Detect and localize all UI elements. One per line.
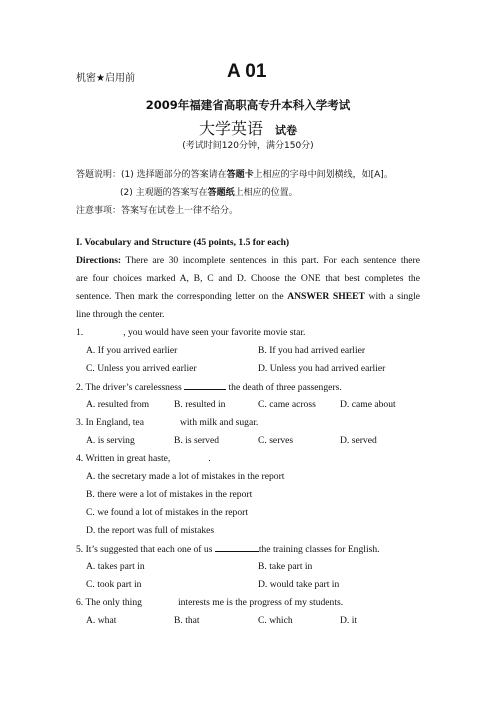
option-d: D. came about [340, 399, 396, 410]
question-text-pre: The only thing [85, 597, 142, 608]
notice-line: 注意事项：答案写在试卷上一律不给分。 [76, 206, 239, 216]
question-number: 3. [76, 417, 84, 428]
question-number: 6. [76, 597, 84, 608]
option-a: A. the secretary made a lot of mistakes in the report [86, 471, 285, 482]
paper-label: 试卷 [275, 124, 297, 137]
option-a: A. is serving [86, 435, 135, 446]
directions-line-4: line through the center. [76, 309, 165, 320]
directions-line-1 [76, 254, 420, 267]
exam-title: 2009年福建省高职高专升本科入学考试 [145, 98, 351, 112]
instruction-line-2 [120, 185, 298, 198]
paper-code: A 01 [227, 61, 267, 82]
question-number: 1. [76, 327, 84, 338]
option-c: C. came across [258, 399, 316, 410]
option-d: D. the report was full of mistakes [86, 525, 215, 536]
directions-label: Directions: [76, 255, 122, 266]
time-info: (考试时间120分钟，满分150分) [182, 141, 314, 151]
question-5 [76, 542, 380, 556]
option-c: C. we found a lot of mistakes in the report [86, 507, 248, 518]
directions-text-1: There are 30 incomplete sentences in this part. For each sentence there [125, 255, 420, 266]
instruction-1-text: 答题说明：(1) 选择题部分的答案请在 [76, 170, 227, 180]
directions-text-3c: with a single [368, 291, 420, 302]
question-text: , you would have seen your favorite movie star. [123, 327, 306, 338]
option-d: D. would take part in [258, 579, 340, 590]
confidential-label: 机密★启用前 [76, 73, 135, 84]
question-text-pre: It’s suggested that each one of us [85, 544, 213, 555]
option-d: D. served [340, 435, 377, 446]
option-c: C. Unless you arrived earlier [86, 363, 197, 374]
question-text-pre: In England, tea [85, 417, 144, 428]
answer-blank [184, 380, 226, 390]
option-c: C. took part in [86, 579, 142, 590]
section-heading: I. Vocabulary and Structure (45 points, 1.5 for each) [76, 237, 290, 248]
question-number: 4. [76, 453, 84, 464]
option-b: B. resulted in [174, 399, 226, 410]
subject-title: 大学英语 [198, 119, 263, 138]
instruction-1-suffix: 上相应的字母中间划横线，如[A]。 [253, 170, 393, 180]
question-1 [76, 326, 305, 339]
option-a: A. resulted from [86, 399, 150, 410]
question-number: 5. [76, 544, 84, 555]
answer-blank [215, 542, 259, 552]
directions-line-3 [76, 290, 420, 303]
question-text: the death of three passengers. [228, 382, 342, 393]
option-b: B. take part in [258, 561, 313, 572]
option-a: A. takes part in [86, 561, 145, 572]
option-b: B. there were a lot of mistakes in the report [86, 489, 253, 500]
option-d: D. it [340, 615, 358, 626]
instruction-2-suffix: 上相应的位置。 [234, 188, 298, 198]
question-text-pre: The driver’s carelessness [85, 382, 182, 393]
question-text: interests me is the progress of my students. [177, 597, 344, 608]
instruction-2-bold: 答题纸 [207, 188, 235, 198]
question-text: the training classes for English. [258, 544, 380, 555]
option-a: A. what [86, 615, 117, 626]
option-c: C. serves [258, 435, 294, 446]
subject-line [0, 116, 496, 139]
option-b: B. that [174, 615, 200, 626]
option-a: A. If you arrived earlier [86, 345, 178, 356]
directions-line-2: are four choices marked A, B, C and D. Choose the ONE that best completes the [76, 273, 420, 284]
question-text-pre: Written in great haste, [85, 453, 171, 464]
option-b: B. is served [174, 435, 220, 446]
question-3 [76, 416, 258, 429]
question-2 [76, 380, 342, 394]
question-4 [76, 452, 211, 465]
question-6 [76, 596, 343, 609]
question-number: 2. [76, 382, 84, 393]
question-text: with milk and sugar. [179, 417, 259, 428]
instruction-2-text: (2) 主观题的答案写在 [120, 188, 208, 198]
option-d: D. Unless you had arrived earlier [258, 363, 386, 374]
question-text: . [208, 453, 211, 464]
option-c: C. which [258, 615, 293, 626]
instruction-1-bold: 答题卡 [226, 170, 254, 180]
option-b: B. If you had arrived earlier [258, 345, 366, 356]
instruction-line-1 [76, 167, 393, 180]
answer-sheet-label: ANSWER SHEET [287, 291, 365, 302]
directions-text-3a: sentence. Then mark the corresponding letter on the [76, 291, 284, 302]
